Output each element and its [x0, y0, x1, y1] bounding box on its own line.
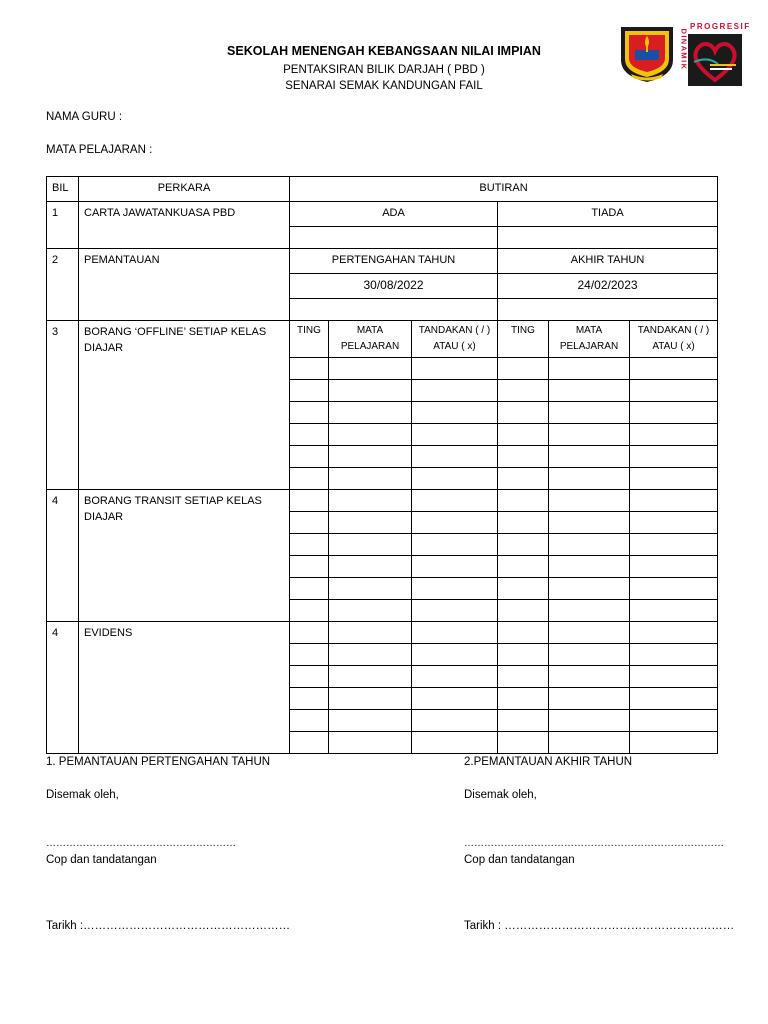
table-cell[interactable] — [412, 424, 498, 446]
row2-mid-label: PERTENGAHAN TAHUN — [290, 249, 498, 274]
nama-guru-label: NAMA GURU : — [46, 111, 123, 123]
table-cell[interactable] — [329, 490, 412, 512]
table-cell[interactable] — [498, 380, 549, 402]
table-cell[interactable] — [498, 446, 549, 468]
table-cell[interactable] — [290, 490, 329, 512]
table-cell[interactable] — [329, 380, 412, 402]
ting-header-end: TING — [498, 321, 549, 358]
table-cell[interactable] — [498, 710, 549, 732]
row2-end-date: 24/02/2023 — [498, 274, 718, 299]
table-cell[interactable] — [329, 556, 412, 578]
table-cell[interactable] — [549, 380, 630, 402]
row4-bil: 4 — [47, 490, 79, 622]
table-cell[interactable] — [290, 688, 329, 710]
table-cell[interactable] — [290, 380, 329, 402]
table-cell[interactable] — [329, 446, 412, 468]
row2-end-cell[interactable] — [498, 299, 718, 321]
school-name: SEKOLAH MENENGAH KEBANGSAAN NILAI IMPIAN — [227, 44, 541, 58]
table-cell[interactable] — [412, 490, 498, 512]
table-cell[interactable] — [412, 380, 498, 402]
table-cell[interactable] — [412, 578, 498, 600]
right-cop-label: Cop dan tandatangan — [464, 854, 575, 866]
left-signature-line[interactable]: ………………………………………………… — [46, 838, 236, 849]
row1-ada: ADA — [290, 202, 498, 227]
header-bil: BIL — [47, 177, 79, 202]
table-cell[interactable] — [630, 688, 718, 710]
table-cell[interactable] — [329, 732, 412, 754]
header-butiran: BUTIRAN — [290, 177, 718, 202]
table-cell[interactable] — [630, 402, 718, 424]
table-cell[interactable] — [549, 622, 630, 644]
row2-bil: 2 — [47, 249, 79, 321]
table-cell[interactable] — [329, 534, 412, 556]
table-cell[interactable] — [630, 578, 718, 600]
mid-year-title: 1. PEMANTAUAN PERTENGAHAN TAHUN — [46, 756, 271, 768]
end-year-title: 2.PEMANTAUAN AKHIR TAHUN — [464, 756, 633, 768]
table-cell[interactable] — [498, 490, 549, 512]
table-cell[interactable] — [498, 512, 549, 534]
table-cell[interactable] — [412, 622, 498, 644]
table-cell[interactable] — [290, 468, 329, 490]
table-cell[interactable] — [412, 468, 498, 490]
table-cell[interactable] — [290, 600, 329, 622]
logo-side-text: DINAMIK — [679, 28, 689, 71]
table-cell[interactable] — [630, 468, 718, 490]
table-cell[interactable] — [630, 710, 718, 732]
table-cell[interactable] — [549, 424, 630, 446]
table-cell[interactable] — [549, 578, 630, 600]
table-cell[interactable] — [630, 512, 718, 534]
table-cell[interactable] — [329, 666, 412, 688]
logo-top-text: PROGRESIF — [690, 22, 751, 31]
table-cell[interactable] — [630, 732, 718, 754]
table-cell[interactable] — [498, 468, 549, 490]
table-cell[interactable] — [549, 732, 630, 754]
table-cell[interactable] — [329, 600, 412, 622]
heart-icon — [688, 34, 742, 86]
table-cell[interactable] — [498, 600, 549, 622]
row1-ada-cell[interactable] — [290, 227, 498, 249]
table-cell[interactable] — [549, 512, 630, 534]
table-cell[interactable] — [630, 666, 718, 688]
left-disemak: Disemak oleh, — [46, 789, 119, 801]
table-cell[interactable] — [290, 732, 329, 754]
table-cell[interactable] — [290, 358, 329, 380]
table-cell[interactable] — [412, 534, 498, 556]
table-cell[interactable] — [290, 644, 329, 666]
table-cell[interactable] — [549, 710, 630, 732]
row3-perkara: BORANG ‘OFFLINE’ SETIAP KELAS DIAJAR — [79, 321, 290, 490]
row3-bil: 3 — [47, 321, 79, 490]
row2-end-label: AKHIR TAHUN — [498, 249, 718, 274]
table-cell[interactable] — [290, 512, 329, 534]
table-cell[interactable] — [498, 402, 549, 424]
table-cell[interactable] — [412, 600, 498, 622]
table-cell[interactable] — [329, 644, 412, 666]
table-cell[interactable] — [412, 556, 498, 578]
header-perkara: PERKARA — [79, 177, 290, 202]
table-cell[interactable] — [498, 622, 549, 644]
table-cell[interactable] — [412, 644, 498, 666]
table-cell[interactable] — [549, 688, 630, 710]
table-cell[interactable] — [290, 446, 329, 468]
table-cell[interactable] — [549, 534, 630, 556]
assessment-title: PENTAKSIRAN BILIK DARJAH ( PBD ) — [283, 64, 485, 76]
table-cell[interactable] — [498, 666, 549, 688]
table-cell[interactable] — [630, 556, 718, 578]
table-cell[interactable] — [498, 358, 549, 380]
table-cell[interactable] — [549, 490, 630, 512]
row1-perkara: CARTA JAWATANKUASA PBD — [79, 202, 290, 249]
tandakan-header-mid: TANDAKAN ( / ) ATAU ( x) — [412, 321, 498, 358]
row4-perkara: BORANG TRANSIT SETIAP KELAS DIAJAR — [79, 490, 290, 622]
table-cell[interactable] — [412, 688, 498, 710]
table-cell[interactable] — [498, 644, 549, 666]
ting-header-mid: TING — [290, 321, 329, 358]
right-tarikh[interactable]: Tarikh : …………………………………………………… — [464, 920, 735, 932]
table-cell[interactable] — [290, 556, 329, 578]
checklist-table — [46, 176, 718, 754]
table-cell[interactable] — [329, 622, 412, 644]
table-cell[interactable] — [412, 732, 498, 754]
right-disemak: Disemak oleh, — [464, 789, 537, 801]
table-cell[interactable] — [290, 622, 329, 644]
left-cop-label: Cop dan tandatangan — [46, 854, 157, 866]
table-cell[interactable] — [412, 446, 498, 468]
table-cell[interactable] — [290, 424, 329, 446]
table-cell[interactable] — [498, 578, 549, 600]
table-cell[interactable] — [329, 468, 412, 490]
table-cell[interactable] — [498, 424, 549, 446]
table-cell[interactable] — [549, 446, 630, 468]
table-cell[interactable] — [412, 666, 498, 688]
row1-bil: 1 — [47, 202, 79, 249]
table-cell[interactable] — [630, 600, 718, 622]
checklist-title: SENARAI SEMAK KANDUNGAN FAIL — [285, 80, 483, 92]
mata-pelajaran-label: MATA PELAJARAN : — [46, 144, 153, 156]
table-cell[interactable] — [498, 688, 549, 710]
table-cell[interactable] — [549, 644, 630, 666]
left-tarikh[interactable]: Tarikh :……………………………………………… — [46, 920, 291, 932]
table-cell[interactable] — [329, 688, 412, 710]
table-cell[interactable] — [290, 534, 329, 556]
table-cell[interactable] — [412, 402, 498, 424]
table-cell[interactable] — [412, 512, 498, 534]
table-cell[interactable] — [290, 402, 329, 424]
row1-tiada-cell[interactable] — [498, 227, 718, 249]
row5-perkara: EVIDENS — [79, 622, 290, 754]
tandakan-header-end: TANDAKAN ( / ) ATAU ( x) — [630, 321, 718, 358]
mata-header-mid: MATA PELAJARAN — [329, 321, 412, 358]
table-cell[interactable] — [630, 446, 718, 468]
table-cell[interactable] — [630, 490, 718, 512]
table-cell[interactable] — [549, 556, 630, 578]
row1-tiada: TIADA — [498, 202, 718, 227]
table-cell[interactable] — [549, 358, 630, 380]
table-cell[interactable] — [498, 732, 549, 754]
table-cell[interactable] — [329, 424, 412, 446]
table-cell[interactable] — [630, 358, 718, 380]
row2-mid-cell[interactable] — [290, 299, 498, 321]
table-cell[interactable] — [412, 710, 498, 732]
table-cell[interactable] — [498, 556, 549, 578]
table-cell[interactable] — [412, 358, 498, 380]
table-cell[interactable] — [630, 534, 718, 556]
table-cell[interactable] — [549, 600, 630, 622]
table-cell[interactable] — [498, 534, 549, 556]
table-cell[interactable] — [630, 622, 718, 644]
table-cell[interactable] — [329, 512, 412, 534]
table-cell[interactable] — [329, 710, 412, 732]
row2-perkara: PEMANTAUAN — [79, 249, 290, 321]
right-signature-line[interactable]: …………………………………………………………………… — [464, 838, 724, 849]
table-cell[interactable] — [290, 666, 329, 688]
table-cell[interactable] — [290, 710, 329, 732]
table-cell[interactable] — [329, 358, 412, 380]
table-cell[interactable] — [630, 424, 718, 446]
table-cell[interactable] — [549, 402, 630, 424]
row2-mid-date: 30/08/2022 — [290, 274, 498, 299]
table-cell[interactable] — [630, 644, 718, 666]
table-cell[interactable] — [329, 578, 412, 600]
mata-header-end: MATA PELAJARAN — [549, 321, 630, 358]
table-cell[interactable] — [549, 468, 630, 490]
table-cell[interactable] — [549, 666, 630, 688]
table-cell[interactable] — [329, 402, 412, 424]
row5-bil: 4 — [47, 622, 79, 754]
table-cell[interactable] — [290, 578, 329, 600]
table-cell[interactable] — [630, 380, 718, 402]
